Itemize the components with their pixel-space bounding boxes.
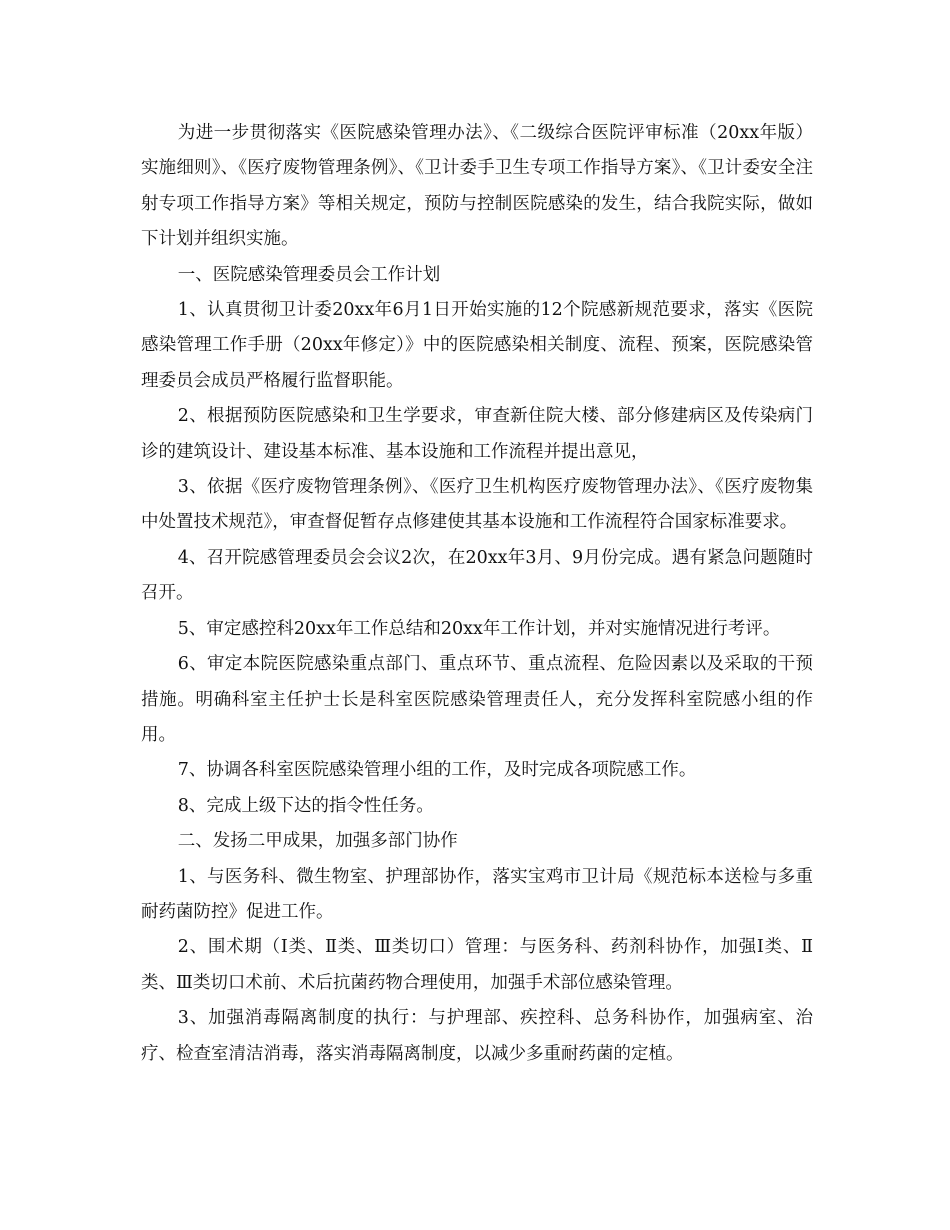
- section-1-item-5: 5、审定感控科20xx年工作总结和20xx年工作计划，并对实施情况进行考评。: [177, 618, 781, 639]
- section-heading-1: 一、医院感染管理委员会工作计划: [177, 264, 441, 285]
- intro-paragraph: 为进一步贯彻落实《医院感染管理办法》、《二级综合医院评审标准（20xx年版）实施细则》、《医疗废物管理条例》、《卫计委手卫生专项工作指导方案》、《卫计委安全注射专项工作指导方案》等相关规定，预防与控制医院感染的发生，结合我院实际，做如下计划并组织实施。: [141, 123, 813, 250]
- section-1-item-6: 6、审定本院医院感染重点部门、重点环节、重点流程、危险因素以及采取的干预措施。明确科室主任护士长是科室医院感染管理责任人，充分发挥科室院感小组的作用。: [141, 654, 813, 745]
- section-1-item-3: 3、依据《医疗废物管理条例》、《医疗卫生机构医疗废物管理办法》、《医疗废物集中处置技术规范》，审查督促暂存点修建使其基本设施和工作流程符合国家标准要求。: [141, 477, 813, 533]
- section-1-item-4: 4、召开院感管理委员会会议2次，在20xx年3月、9月份完成。遇有紧急问题随时召开。: [141, 547, 813, 604]
- section-1-item-7: 7、协调各科室医院感染管理小组的工作，及时完成各项院感工作。: [177, 760, 697, 781]
- section-2-item-2: 2、围术期（Ⅰ类、Ⅱ类、Ⅲ类切口）管理：与医务科、药剂科协作，加强Ⅰ类、Ⅱ类、Ⅲ类切口术前、术后抗菌药物合理使用，加强手术部位感染管理。: [141, 937, 813, 993]
- section-2-item-3: 3、加强消毒隔离制度的执行：与护理部、疾控科、总务科协作，加强病室、治疗、检查室清洁消毒，落实消毒隔离制度，以减少多重耐药菌的定植。: [141, 1008, 813, 1064]
- document-body: [141, 116, 813, 1072]
- section-heading-2: 二、发扬二甲成果，加强多部门协作: [177, 831, 458, 852]
- section-1-item-8: 8、完成上级下达的指令性任务。: [177, 795, 434, 816]
- section-1-item-1: 1、认真贯彻卫计委20xx年6月1日开始实施的12个院感新规范要求，落实《医院感染管理工作手册（20xx年修定）》中的医院感染相关制度、流程、预案，医院感染管理委员会成员严格履行监督职能。: [141, 300, 813, 391]
- section-2-item-1: 1、与医务科、微生物室、护理部协作，落实宝鸡市卫计局《规范标本送检与多重耐药菌防控》促进工作。: [141, 866, 813, 922]
- section-1-item-2: 2、根据预防医院感染和卫生学要求，审查新住院大楼、部分修建病区及传染病门诊的建筑设计、建设基本标准、基本设施和工作流程并提出意见，: [141, 406, 813, 462]
